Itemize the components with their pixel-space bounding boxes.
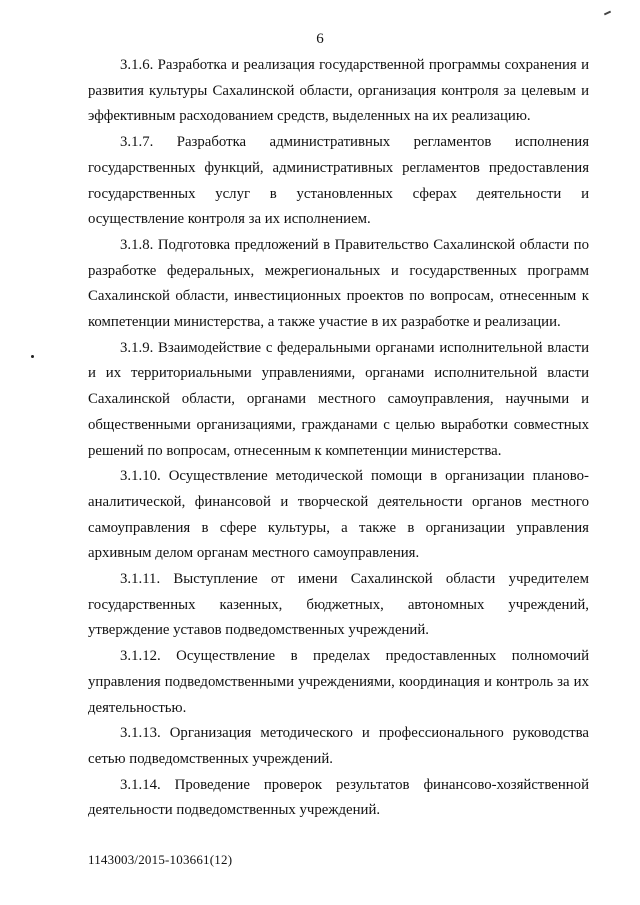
document-body [88, 53, 589, 824]
paragraph-3-1-14: 3.1.14. Проведение проверок результатов финансово-хозяйственной деятельности подведомственных учреждений. [88, 776, 589, 819]
scan-speck [31, 355, 34, 358]
paragraph-3-1-6: 3.1.6. Разработка и реализация государственной программы сохранения и развития культуры Сахалинской области, организация контроля за целевым и эффективным расходованием средств, выделенных на их реализацию. [88, 57, 589, 125]
paragraph-3-1-9: 3.1.9. Взаимодействие с федеральными органами исполнительной власти и их территориальными управлениями, органами исполнительной власти Сахалинской области, органами местного самоуправления, научными и общественными организациями, гражданами с целью выработки совместных решений по вопросам, отнесенным к компетенции министерства. [88, 339, 589, 459]
paragraph-3-1-7: 3.1.7. Разработка административных регламентов исполнения государственных функций, административных регламентов предоставления государственных услуг в установленных сферах деятельности и осуществление контроля за их исполнением. [88, 134, 589, 228]
scan-mark [604, 11, 611, 16]
paragraph-3-1-12: 3.1.12. Осуществление в пределах предоставленных полномочий управления подведомственными учреждениями, координация и контроль за их деятельностью. [88, 648, 589, 716]
document-registration-number: 1143003/2015-103661(12) [88, 852, 233, 867]
paragraph-3-1-10: 3.1.10. Осуществление методической помощи в организации планово-аналитической, финансовой и творческой деятельности органов местного самоуправления в сфере культуры, а также в организации управления архивным делом органам местного самоуправления. [88, 468, 589, 562]
paragraph-3-1-8: 3.1.8. Подготовка предложений в Правительство Сахалинской области по разработке федеральных, межрегиональных и государственных программ Сахалинской области, инвестиционных проектов по вопросам, отнесенным к компетенции министерства, а также участие в их разработке и реализации. [88, 236, 589, 331]
page-number: 6 [316, 31, 324, 47]
paragraph-3-1-13: 3.1.13. Организация методического и профессионального руководства сетью подведомственных учреждений. [88, 725, 589, 767]
paragraph-3-1-11: 3.1.11. Выступление от имени Сахалинской области учредителем государственных казенных, бюджетных, автономных учреждений, утверждение уставов подведомственных учреждений. [88, 571, 589, 639]
